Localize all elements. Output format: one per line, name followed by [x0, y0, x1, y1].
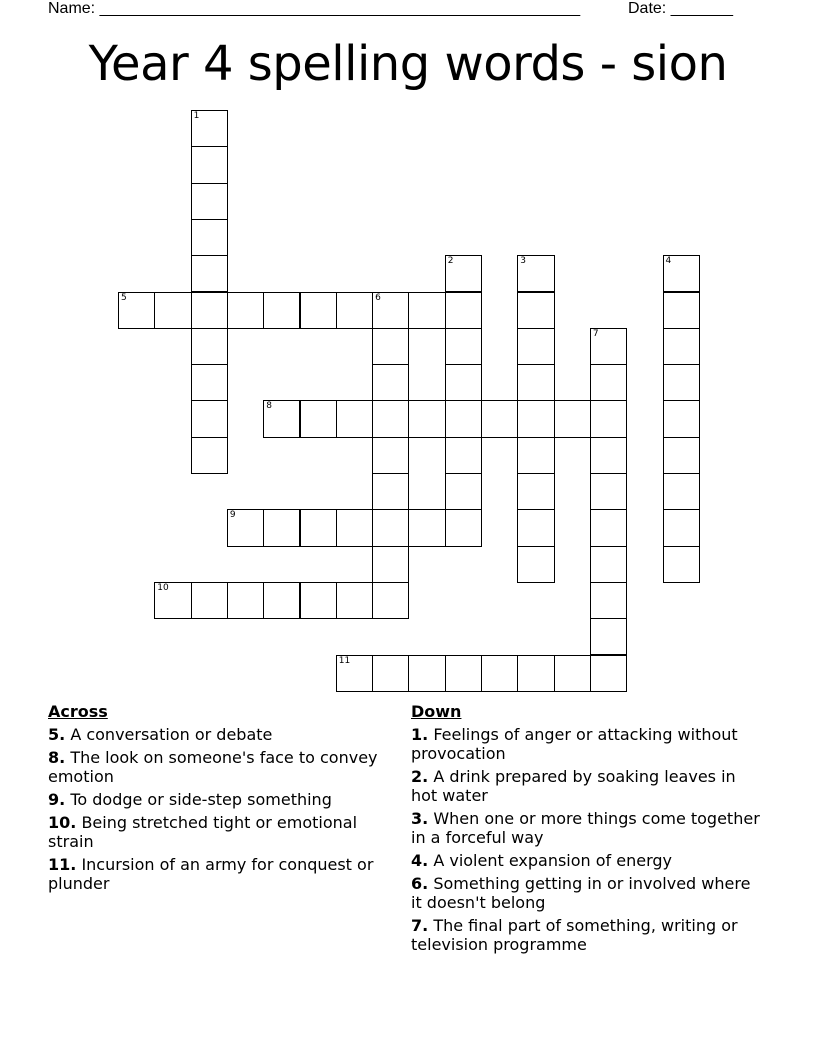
cell-number: 5	[121, 292, 127, 303]
grid-cell[interactable]	[263, 400, 300, 437]
clue-text: To dodge or side-step something	[70, 790, 332, 809]
grid-cell[interactable]	[372, 582, 409, 619]
grid-cell[interactable]	[517, 437, 554, 474]
grid-cell[interactable]	[372, 400, 409, 437]
down-clues	[411, 702, 761, 958]
grid-cell[interactable]	[481, 400, 518, 437]
grid-cell[interactable]	[590, 546, 627, 583]
grid-cell[interactable]	[663, 437, 700, 474]
clue-text: Feelings of anger or attacking without provocation	[411, 725, 738, 763]
grid-cell[interactable]	[517, 292, 554, 329]
grid-cell[interactable]	[154, 582, 191, 619]
grid-cell[interactable]	[191, 146, 228, 183]
grid-cell[interactable]	[300, 582, 337, 619]
grid-cell[interactable]	[263, 292, 300, 329]
date-line: Date: _______	[628, 0, 733, 17]
grid-cell[interactable]	[663, 328, 700, 365]
page-title: Year 4 spelling words - sion	[88, 36, 728, 92]
clue-number: 7.	[411, 916, 429, 935]
grid-cell[interactable]	[408, 400, 445, 437]
grid-cell[interactable]	[445, 292, 482, 329]
grid-cell[interactable]	[517, 328, 554, 365]
grid-cell[interactable]	[481, 655, 518, 692]
grid-cell[interactable]	[118, 292, 155, 329]
grid-cell[interactable]	[554, 655, 591, 692]
clue-number: 11.	[48, 855, 77, 874]
grid-cell[interactable]	[227, 509, 264, 546]
grid-cell[interactable]	[336, 509, 373, 546]
cell-number: 6	[375, 292, 381, 303]
grid-cell[interactable]	[445, 655, 482, 692]
clue-number: 8.	[48, 748, 66, 767]
cell-number: 1	[193, 111, 200, 121]
clue-text: A violent expansion of energy	[433, 851, 673, 870]
grid-cell[interactable]	[336, 655, 373, 692]
clue-text: The final part of something, writing or television programme	[411, 916, 738, 954]
name-line: Name: ______________________________________________________	[48, 0, 581, 17]
clue-text: A drink prepared by soaking leaves in hot water	[411, 767, 736, 805]
grid-cell[interactable]	[590, 473, 627, 510]
grid-cell[interactable]	[336, 582, 373, 619]
grid-cell[interactable]	[517, 546, 554, 583]
grid-cell[interactable]	[191, 437, 228, 474]
grid-cell[interactable]	[263, 582, 300, 619]
grid-cell[interactable]	[191, 364, 228, 401]
grid-cell[interactable]	[663, 255, 700, 292]
down-clue	[411, 916, 761, 954]
grid-cell[interactable]	[408, 655, 445, 692]
down-clue-list	[411, 725, 761, 954]
grid-cell[interactable]	[372, 292, 409, 329]
grid-cell[interactable]	[408, 509, 445, 546]
grid-cell[interactable]	[191, 400, 228, 437]
clue-number: 1.	[411, 725, 429, 744]
clue-text: A conversation or debate	[70, 725, 273, 744]
grid-cell[interactable]	[372, 364, 409, 401]
clue-number: 10.	[48, 813, 77, 832]
grid-cell[interactable]	[663, 292, 700, 329]
down-clue	[411, 809, 761, 847]
across-clue	[48, 748, 393, 786]
cell-number: 9	[229, 510, 236, 521]
grid-cell[interactable]	[300, 400, 337, 437]
across-heading: Across	[48, 702, 108, 721]
clue-text: Incursion of an army for conquest or plunder	[48, 855, 374, 893]
grid-cell[interactable]	[227, 292, 264, 329]
cell-number: 4	[665, 256, 672, 267]
cell-number: 7	[592, 328, 599, 339]
down-clue	[411, 874, 761, 912]
grid-cell[interactable]	[372, 655, 409, 692]
grid-cell[interactable]	[445, 255, 482, 292]
grid-cell[interactable]	[445, 364, 482, 401]
grid-cell[interactable]	[300, 292, 337, 329]
grid-cell[interactable]	[154, 292, 191, 329]
down-clue	[411, 767, 761, 805]
cell-number: 3	[520, 256, 527, 267]
grid-cell[interactable]	[590, 400, 627, 437]
grid-cell[interactable]	[663, 473, 700, 510]
grid-cell[interactable]	[227, 582, 264, 619]
down-clue	[411, 725, 761, 763]
grid-cell[interactable]	[372, 546, 409, 583]
grid-cell[interactable]	[300, 509, 337, 546]
cell-number: 8	[266, 401, 272, 412]
grid-cell[interactable]	[191, 255, 228, 292]
grid-cell[interactable]	[590, 509, 627, 546]
grid-cell[interactable]	[663, 400, 700, 437]
clue-text: Something getting in or involved where it doesn't belong	[411, 874, 751, 912]
clue-number: 5.	[48, 725, 66, 744]
clue-text: When one or more things come together in a forceful way	[411, 809, 760, 847]
clue-text: Being stretched tight or emotional strain	[48, 813, 358, 851]
grid-cell[interactable]	[517, 255, 554, 292]
cell-number: 2	[447, 256, 454, 267]
clue-number: 9.	[48, 790, 66, 809]
across-clue-list	[48, 725, 393, 893]
grid-cell[interactable]	[191, 328, 228, 365]
grid-cell[interactable]	[663, 364, 700, 401]
across-clue	[48, 813, 393, 851]
clue-text: The look on someone's face to convey emotion	[48, 748, 378, 786]
grid-cell[interactable]	[590, 328, 627, 365]
grid-cell[interactable]	[336, 400, 373, 437]
grid-cell[interactable]	[372, 328, 409, 365]
clue-number: 3.	[411, 809, 429, 828]
grid-cell[interactable]	[372, 437, 409, 474]
grid-cell[interactable]	[191, 219, 228, 256]
grid-cell[interactable]	[663, 509, 700, 546]
grid-cell[interactable]	[590, 437, 627, 474]
grid-cell[interactable]	[191, 110, 228, 147]
grid-cell[interactable]	[263, 509, 300, 546]
across-clue	[48, 855, 393, 893]
grid-cell[interactable]	[554, 400, 591, 437]
grid-cell[interactable]	[517, 509, 554, 546]
across-clues	[48, 702, 393, 897]
grid-cell[interactable]	[372, 473, 409, 510]
clue-number: 4.	[411, 851, 429, 870]
grid-cell[interactable]	[372, 509, 409, 546]
grid-cell[interactable]	[517, 364, 554, 401]
grid-cell[interactable]	[445, 473, 482, 510]
grid-cell[interactable]	[663, 546, 700, 583]
grid-cell[interactable]	[445, 400, 482, 437]
grid-cell[interactable]	[191, 183, 228, 220]
across-clue	[48, 790, 393, 809]
grid-cell[interactable]	[336, 292, 373, 329]
grid-cell[interactable]	[517, 655, 554, 692]
cell-number: 10	[157, 582, 169, 593]
grid-cell[interactable]	[590, 618, 627, 655]
grid-cell[interactable]	[445, 509, 482, 546]
grid-cell[interactable]	[590, 655, 627, 692]
grid-cell[interactable]	[408, 292, 445, 329]
grid-cell[interactable]	[445, 328, 482, 365]
grid-cell[interactable]	[590, 582, 627, 619]
cell-number: 11	[338, 655, 351, 666]
grid-cell[interactable]	[191, 292, 228, 329]
grid-cell[interactable]	[445, 437, 482, 474]
down-heading: Down	[411, 702, 462, 721]
clue-number: 2.	[411, 767, 429, 786]
grid-cell[interactable]	[517, 400, 554, 437]
across-clue	[48, 725, 393, 744]
grid-cell[interactable]	[191, 582, 228, 619]
grid-cell[interactable]	[517, 473, 554, 510]
grid-cell[interactable]	[590, 364, 627, 401]
clue-number: 6.	[411, 874, 429, 893]
down-clue	[411, 851, 761, 870]
